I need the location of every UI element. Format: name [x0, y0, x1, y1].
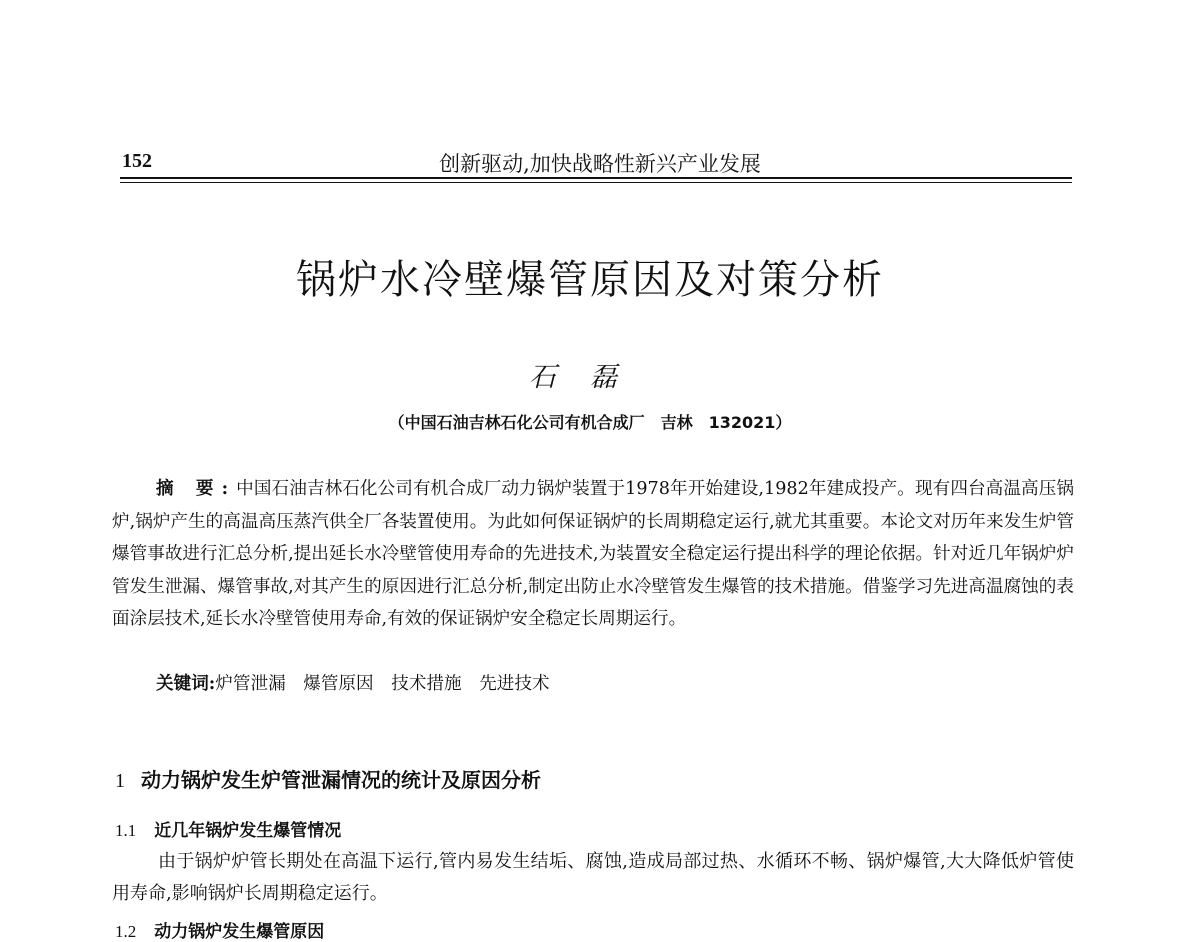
subsection-number: 1.2 [115, 922, 137, 941]
abstract [112, 473, 1074, 636]
subsection-heading-1-2 [115, 917, 324, 942]
article-title: 锅炉水冷壁爆管原因及对策分析 [296, 257, 884, 303]
keywords-text: 炉管泄漏 爆管原因 技术措施 先进技术 [215, 674, 550, 694]
page-number: 152 [122, 150, 152, 172]
header-rule-thin [120, 182, 1072, 183]
subsection-title: 动力锅炉发生爆管原因 [154, 922, 325, 942]
keywords-label: 关键词: [156, 673, 216, 694]
abstract-label: 摘 要: [156, 478, 237, 499]
author-affiliation: （中国石油吉林石化公司有机合成厂 吉林 132021） [388, 413, 792, 432]
body-paragraph: 由于锅炉炉管长期处在高温下运行,管内易发生结垢、腐蚀,造成局部过热、水循环不畅、锅炉爆管,大大降低炉管使用寿命,影响锅炉长周期稳定运行。 [112, 851, 1074, 904]
section-heading-1 [115, 764, 541, 793]
section-number: 1 [115, 770, 125, 792]
running-header: 创新驱动,加快战略性新兴产业发展 [439, 152, 761, 176]
abstract-text: 中国石油吉林石化公司有机合成厂动力锅炉装置于1978年开始建设,1982年建成投产。现有四台高温高压锅炉,锅炉产生的高温高压蒸汽供全厂各装置使用。为此如何保证锅炉的长周期稳定运行,就尤其重要。本论文对历年来发生炉管爆管事故进行汇总分析,提出延长水冷壁管使用寿命的先进技术,为装置安全稳定运行提出科学的理论依据。针对近几年锅炉炉管发生泄漏、爆管事故,对其产生的原因进行汇总分析,制定出防止水冷壁管发生爆管的技术措施。借鉴学习先进高温腐蚀的表面涂层技术,延长水冷壁管使用寿命,有效的保证锅炉安全稳定长周期运行。 [112, 479, 1074, 629]
header-rule-thick [120, 177, 1072, 179]
section-title: 动力锅炉发生炉管泄漏情况的统计及原因分析 [141, 768, 541, 792]
subsection-heading-1-1 [115, 816, 341, 841]
subsection-number: 1.1 [115, 821, 137, 840]
author-name: 石磊 [529, 362, 651, 393]
keywords [156, 668, 550, 700]
subsection-title: 近几年锅炉发生爆管情况 [154, 821, 342, 841]
